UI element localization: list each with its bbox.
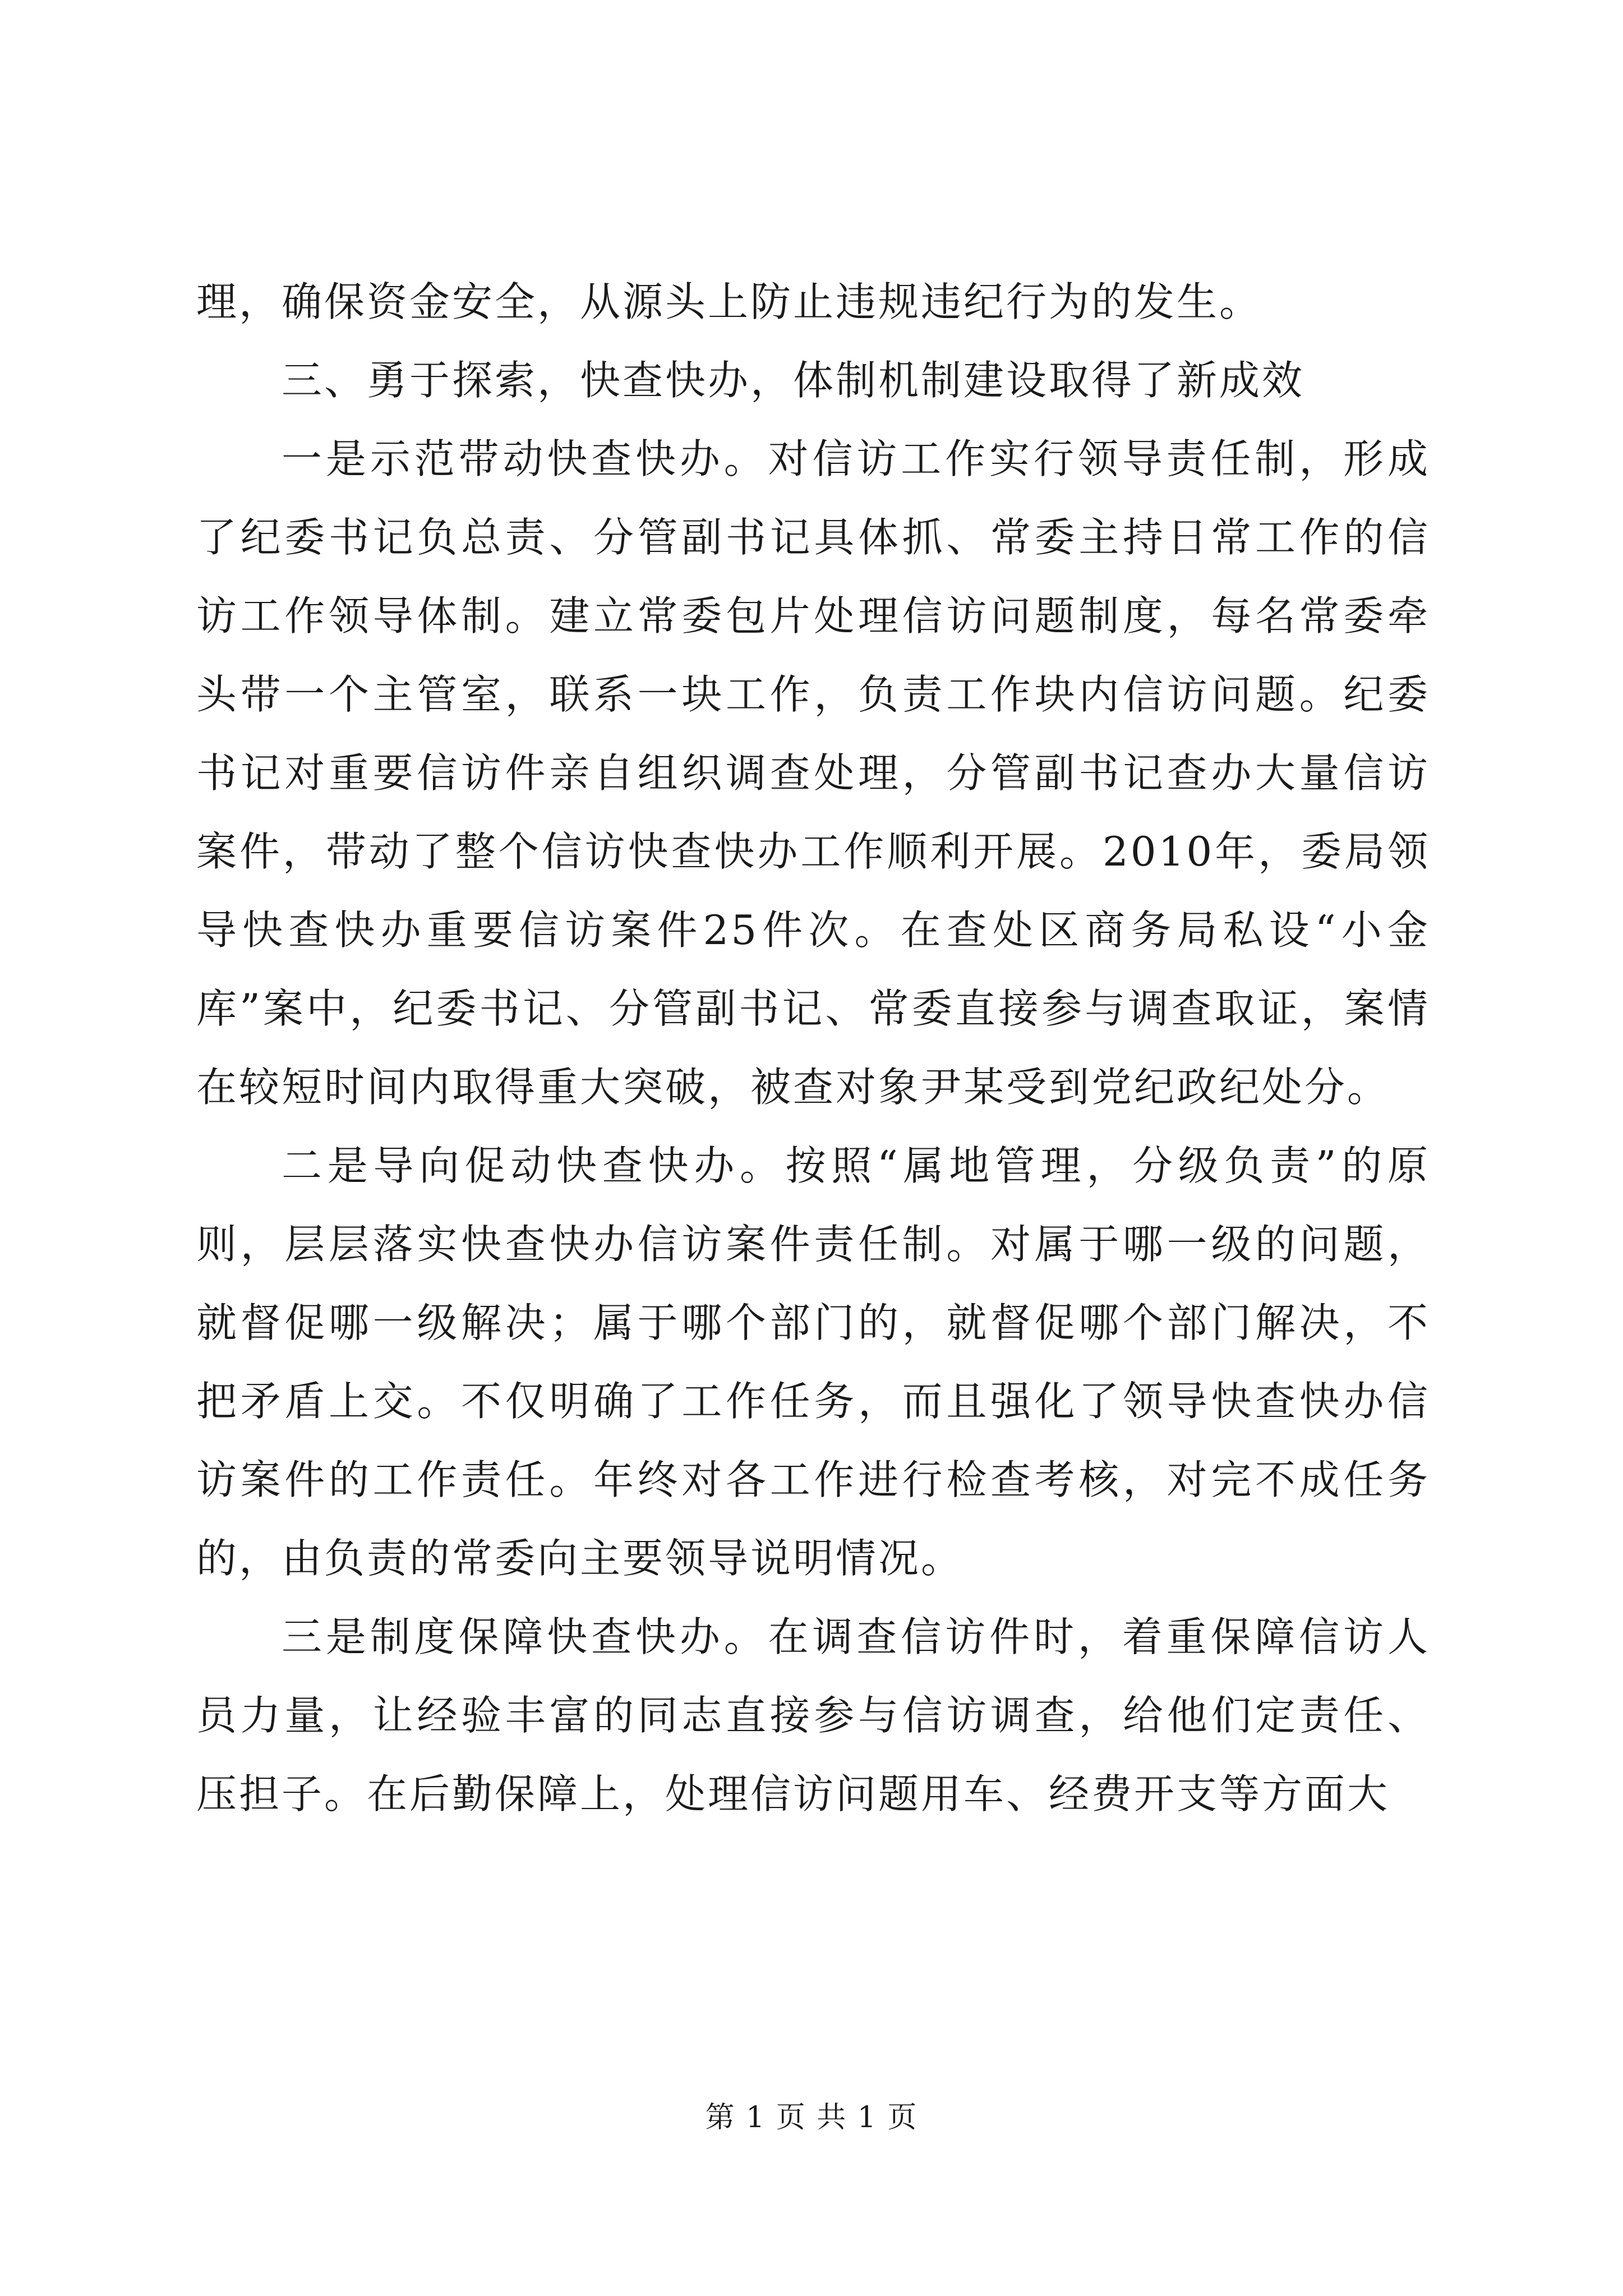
paragraph-guidance: 二是导向促动快查快办。按照“属地管理，分级负责”的原则，层层落实快查快办信访案件责任制。对属于哪一级的问题，就督促哪一级解决；属于哪个部门的，就督促哪个部门解决，不把矛盾上交。不仅明确了工作任务，而且强化了领导快查快办信访案件的工作责任。年终对各工作进行检查考核，对完不成任务的，由负责的常委向主要领导说明情况。 (196, 1142, 1430, 1582)
paragraph-continuation: 理，确保资金安全，从源头上防止违规违纪行为的发生。 (196, 278, 1262, 325)
paragraph-institution: 三是制度保障快查快办。在调查信访件时，着重保障信访人员力量，让经验丰富的同志直接参与信访调查，给他们定责任、压担子。在后勤保障上，处理信访问题用车、经费开支等方面大 (196, 1613, 1430, 1818)
page-footer: 第 1 页 共 1 页 (705, 2101, 918, 2134)
section-heading: 三、勇于探索，快查快办，体制机制建设取得了新成效 (282, 357, 1305, 404)
document-body (196, 263, 1430, 1833)
paragraph-demonstration: 一是示范带动快查快办。对信访工作实行领导责任制，形成了纪委书记负总责、分管副书记具体抓、常委主持日常工作的信访工作领导体制。建立常委包片处理信访问题制度，每名常委牵头带一个主管室，联系一块工作，负责工作块内信访问题。纪委书记对重要信访件亲自组织调查处理，分管副书记查办大量信访案件，带动了整个信访快查快办工作顺利开展。2010年，委局领导快查快办重要信访案件25件次。在查处区商务局私设“小金库”案中，纪委书记、分管副书记、常委直接参与调查取证，案情在较短时间内取得重大突破，被查对象尹某受到党纪政纪处分。 (196, 435, 1430, 1111)
